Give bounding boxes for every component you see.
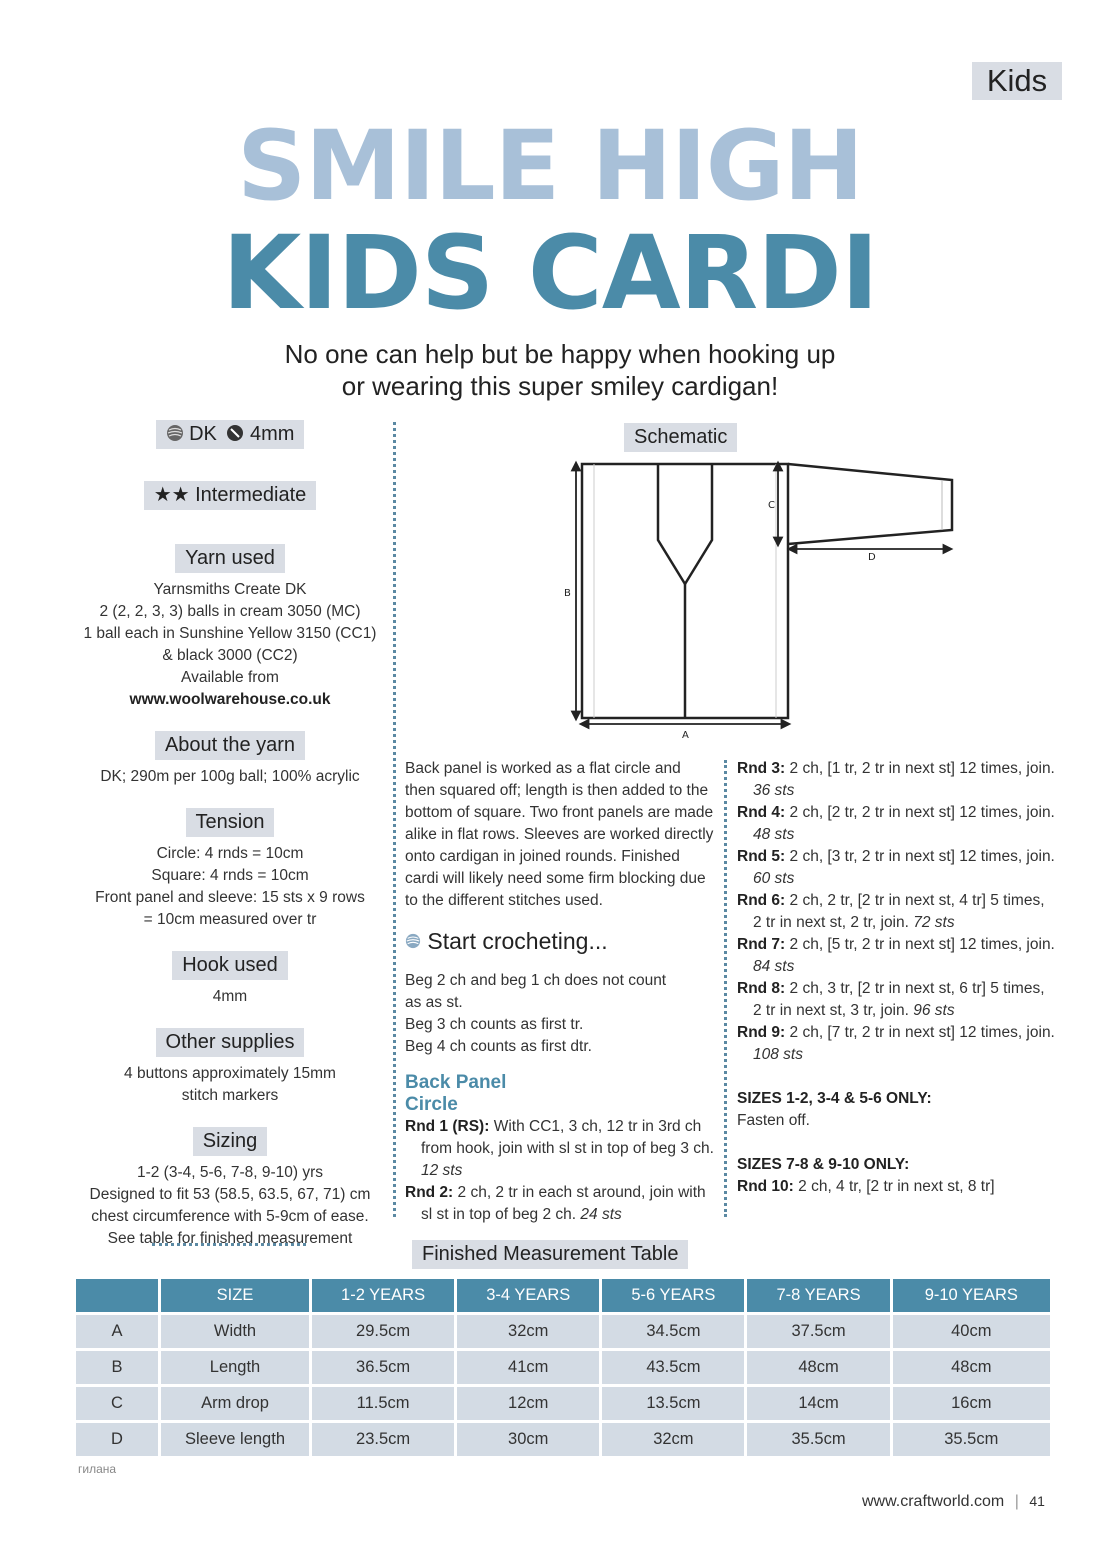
table-cell: Width: [161, 1315, 309, 1348]
table-header-cell: 5-6 YEARS: [602, 1279, 744, 1312]
round-4: Rnd 4: 2 ch, [2 tr, 2 tr in next st] 12 times, join. 48 sts: [737, 804, 1055, 843]
table-cell: 30cm: [457, 1423, 599, 1456]
schematic-diagram: [560, 458, 960, 743]
tension-section: [80, 808, 380, 931]
yarn-line: Yarnsmiths Create DK: [153, 581, 307, 598]
table-cell: 43.5cm: [602, 1351, 744, 1384]
page-footer: [862, 1493, 1045, 1511]
start-heading-row: [405, 926, 715, 956]
sizing-line: See table for finished measurement: [107, 1230, 353, 1247]
table-cell: 37.5cm: [747, 1315, 889, 1348]
table-cell: 35.5cm: [893, 1423, 1050, 1456]
label-a: A: [682, 730, 689, 741]
hook-used-section: [80, 951, 380, 1008]
table-header-cell: SIZE: [161, 1279, 309, 1312]
instructions-column-1: [405, 758, 715, 1226]
footer-site[interactable]: www.craftworld.com: [862, 1493, 1005, 1510]
round-7: Rnd 7: 2 ch, [5 tr, 2 tr in next st] 12 times, join. 84 sts: [737, 936, 1055, 975]
note-line: Beg 4 ch counts as first dtr.: [405, 1038, 592, 1055]
round-8: Rnd 8: 2 ch, 3 tr, [2 tr in next st, 6 tr] 5 times, 2 tr in next st, 3 tr, join. 96 sts: [737, 980, 1045, 1019]
watermark-text: гилана: [78, 1462, 117, 1476]
sizing-line: 1-2 (3-4, 5-6, 7-8, 9-10) yrs: [136, 1164, 324, 1181]
schematic-heading: Schematic: [624, 423, 737, 452]
table-cell: 11.5cm: [312, 1387, 454, 1420]
yarn-ball-icon: [405, 933, 421, 949]
difficulty-badge: [144, 481, 317, 510]
page-number: 41: [1029, 1493, 1045, 1509]
tension-line: = 10cm measured over tr: [143, 911, 317, 928]
round-5: Rnd 5: 2 ch, [3 tr, 2 tr in next st] 12 times, join. 60 sts: [737, 848, 1055, 887]
table-cell: 41cm: [457, 1351, 599, 1384]
table-cell: 13.5cm: [602, 1387, 744, 1420]
column-divider: [393, 422, 396, 1217]
category-tag: Kids: [972, 62, 1062, 100]
supply-line: 4 buttons approximately 15mm: [124, 1065, 336, 1082]
label-d: D: [868, 552, 876, 563]
title-line-2: KIDS CARDI: [222, 214, 878, 333]
round-3: Rnd 3: 2 ch, [1 tr, 2 tr in next st] 12 times, join. 36 sts: [737, 760, 1055, 799]
yarn-weight: DK: [189, 423, 217, 445]
sizing-line: chest circumference with 5-9cm of ease.: [91, 1208, 369, 1225]
subtitle: [200, 338, 920, 402]
measurement-table: [73, 1276, 1053, 1459]
table-row: [76, 1423, 1050, 1456]
sizes-small-heading: SIZES 1-2, 3-4 & 5-6 ONLY:: [737, 1090, 932, 1107]
table-title-wrap: [412, 1240, 688, 1269]
title-line-1: SMILE HIGH: [237, 110, 863, 222]
table-cell: 36.5cm: [312, 1351, 454, 1384]
sizes-large-heading: SIZES 7-8 & 9-10 ONLY:: [737, 1156, 910, 1173]
yarn-line: & black 3000 (CC2): [162, 647, 298, 664]
about-yarn-section: [80, 731, 380, 788]
spec-badge: [156, 420, 305, 449]
column-divider: [724, 760, 727, 1217]
table-cell: 40cm: [893, 1315, 1050, 1348]
table-header-cell: 3-4 YEARS: [457, 1279, 599, 1312]
label-c: C: [768, 500, 775, 511]
table-cell: 14cm: [747, 1387, 889, 1420]
schematic-heading-wrap: [624, 423, 737, 452]
table-header-cell: 7-8 YEARS: [747, 1279, 889, 1312]
sizing-line: Designed to fit 53 (58.5, 63.5, 67, 71) cm: [89, 1186, 371, 1203]
round-1: Rnd 1 (RS): With CC1, 3 ch, 12 tr in 3rd ch from hook, join with sl st in top of beg 3 ch. 12 sts: [405, 1118, 714, 1179]
table-cell: 48cm: [893, 1351, 1050, 1384]
sizing-section: [80, 1127, 380, 1250]
table-row: [76, 1315, 1050, 1348]
hook-size: 4mm: [250, 423, 295, 445]
table-row: [76, 1387, 1050, 1420]
table-cell: 32cm: [457, 1315, 599, 1348]
note-line: Beg 3 ch counts as first tr.: [405, 1016, 584, 1033]
tension-line: Square: 4 rnds = 10cm: [151, 867, 309, 884]
label-b: B: [564, 588, 571, 599]
table-cell: D: [76, 1423, 158, 1456]
subtitle-line-1: No one can help but be happy when hooking up: [284, 339, 836, 369]
yarn-line: 2 (2, 2, 3, 3) balls in cream 3050 (MC): [99, 603, 361, 620]
table-cell: Arm drop: [161, 1387, 309, 1420]
table-cell: 48cm: [747, 1351, 889, 1384]
supply-line: stitch markers: [181, 1087, 279, 1104]
circle-heading: Circle: [405, 1094, 458, 1115]
table-cell: 16cm: [893, 1387, 1050, 1420]
other-supplies-heading: Other supplies: [156, 1028, 305, 1057]
hook-icon: [226, 424, 244, 442]
yarn-ball-icon: [166, 424, 184, 442]
table-row: [76, 1351, 1050, 1384]
subtitle-line-2: or wearing this super smiley cardigan!: [341, 371, 779, 401]
intro-paragraph: Back panel is worked as a flat circle and then squared off; length is then added to the bottom of square. Two front panels are made alike in flat rows. Sleeves are worked directly onto cardigan in joined rounds. Finished cardi will likely need some firm blocking due to the different stitches used.: [405, 760, 714, 909]
difficulty-level: Intermediate: [195, 484, 307, 506]
table-header-cell: [76, 1279, 158, 1312]
table-cell: 23.5cm: [312, 1423, 454, 1456]
about-yarn-text: DK; 290m per 100g ball; 100% acrylic: [100, 768, 360, 785]
note-line: as as st.: [405, 994, 463, 1011]
table-header-row: [76, 1279, 1050, 1312]
table-cell: C: [76, 1387, 158, 1420]
start-heading: Start crocheting...: [427, 928, 608, 954]
sizing-heading: Sizing: [193, 1127, 267, 1156]
round-9: Rnd 9: 2 ch, [7 tr, 2 tr in next st] 12 times, join. 108 sts: [737, 1024, 1055, 1063]
yarn-used-heading: Yarn used: [175, 544, 285, 573]
table-title: Finished Measurement Table: [412, 1240, 688, 1269]
table-cell: Sleeve length: [161, 1423, 309, 1456]
pattern-info-column: [80, 420, 380, 1270]
table-cell: 32cm: [602, 1423, 744, 1456]
round-6: Rnd 6: 2 ch, 2 tr, [2 tr in next st, 4 tr] 5 times, 2 tr in next st, 2 tr, join. 72 sts: [737, 892, 1045, 931]
instructions-column-2: [737, 758, 1057, 1198]
table-header-cell: 1-2 YEARS: [312, 1279, 454, 1312]
sizes-small-text: Fasten off.: [737, 1112, 810, 1129]
round-2: Rnd 2: 2 ch, 2 tr in each st around, join with sl st in top of beg 2 ch. 24 sts: [405, 1184, 706, 1223]
yarn-used-section: [80, 544, 380, 711]
supplier-link[interactable]: www.woolwarehouse.co.uk: [129, 691, 331, 708]
section-divider: [152, 1243, 306, 1246]
other-supplies-section: [80, 1028, 380, 1107]
tension-line: Circle: 4 rnds = 10cm: [156, 845, 304, 862]
note-line: Beg 2 ch and beg 1 ch does not count: [405, 972, 667, 989]
about-yarn-heading: About the yarn: [155, 731, 305, 760]
yarn-line: Available from: [181, 669, 279, 686]
yarn-line: 1 ball each in Sunshine Yellow 3150 (CC1): [83, 625, 377, 642]
round-10: Rnd 10: 2 ch, 4 tr, [2 tr in next st, 8 tr]: [737, 1178, 995, 1195]
back-panel-heading: Back Panel: [405, 1072, 507, 1093]
footer-separator: |: [1014, 1493, 1019, 1510]
table-cell: 29.5cm: [312, 1315, 454, 1348]
table-cell: 34.5cm: [602, 1315, 744, 1348]
hook-used-heading: Hook used: [172, 951, 288, 980]
table-cell: A: [76, 1315, 158, 1348]
table-cell: 35.5cm: [747, 1423, 889, 1456]
difficulty-stars: ★★: [153, 484, 190, 506]
tension-heading: Tension: [186, 808, 275, 837]
table-cell: B: [76, 1351, 158, 1384]
tension-line: Front panel and sleeve: 15 sts x 9 rows: [95, 889, 365, 906]
hook-used-text: 4mm: [212, 988, 248, 1005]
table-header-cell: 9-10 YEARS: [893, 1279, 1050, 1312]
table-cell: 12cm: [457, 1387, 599, 1420]
table-cell: Length: [161, 1351, 309, 1384]
